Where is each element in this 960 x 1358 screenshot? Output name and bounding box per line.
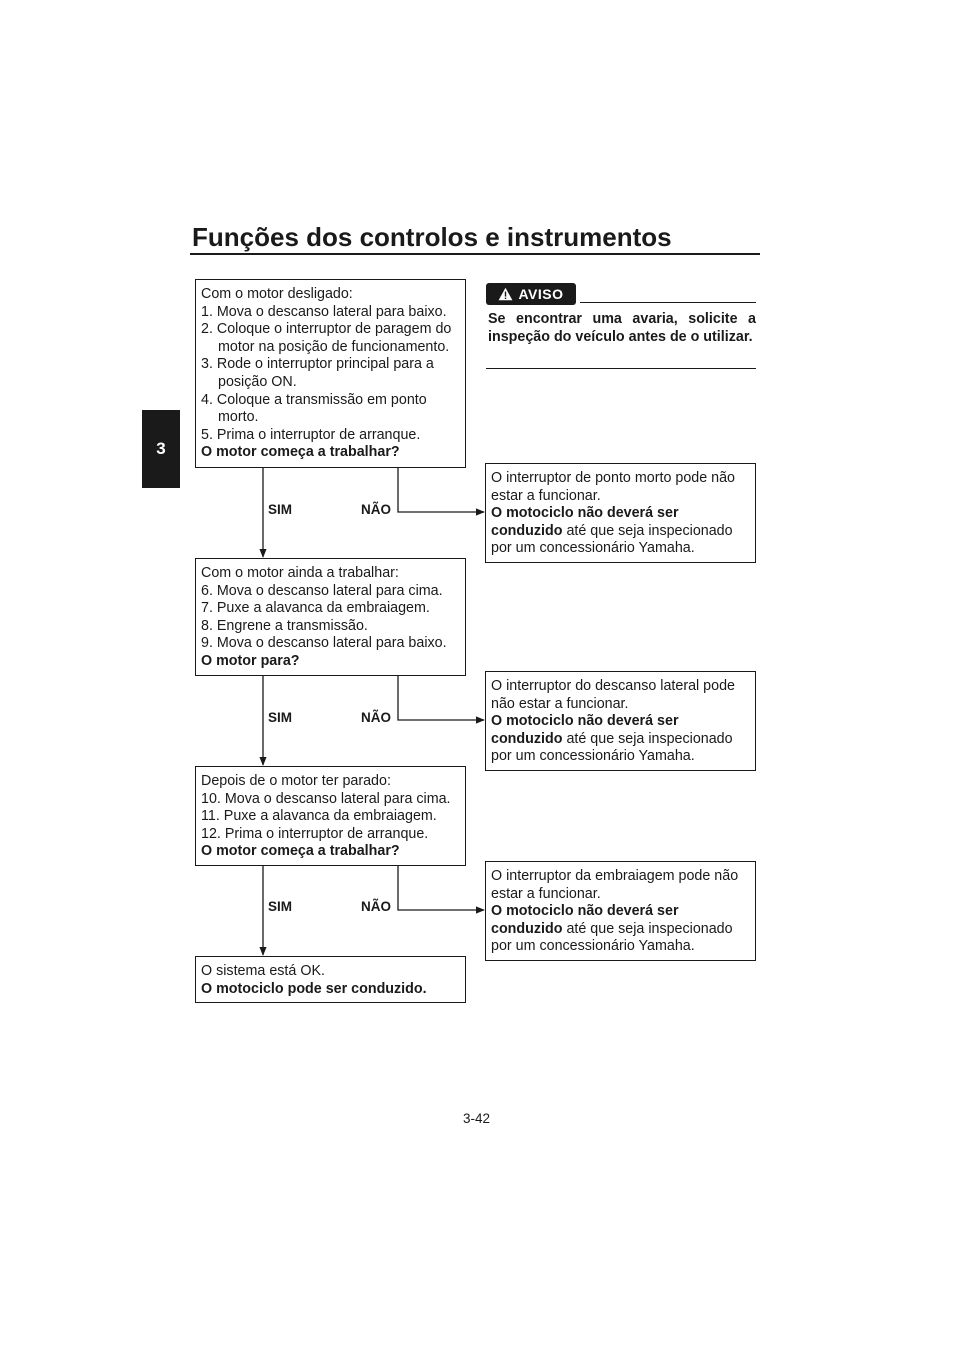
fault-warning: O motociclo não deverá ser conduzido <box>491 505 679 539</box>
fault-instruction: até que seja inspecionado por um concessionário Yamaha. <box>491 920 733 955</box>
step-1-item: 1. Mova o descanso lateral para baixo. <box>201 303 447 320</box>
step-2-item: 6. Mova o descanso lateral para cima. <box>201 582 443 599</box>
step-2-question: O motor para? <box>201 652 300 669</box>
warning-label: AVISO <box>518 286 564 302</box>
step-1-question: O motor começa a trabalhar? <box>201 444 400 461</box>
fault-warning: O motociclo não deverá ser conduzido <box>491 903 679 937</box>
no-connector-2 <box>398 675 484 720</box>
page-title: Funções dos controlos e instrumentos <box>192 222 672 252</box>
flow-final-box <box>195 956 466 1003</box>
fault-box-sidestand-switch <box>485 671 756 771</box>
flow-step-2-box <box>195 558 466 676</box>
fault-description: O interruptor do descanso lateral pode não estar a funcionar. <box>491 678 735 712</box>
final-status: O sistema está OK. <box>201 963 325 979</box>
no-label: NÃO <box>361 899 391 914</box>
step-1-item: 4. Coloque a transmissão em ponto morto. <box>201 391 427 426</box>
warning-text: Se encontrar uma avaria, solicite a inspeção do veículo antes de o utilizar. <box>488 311 756 345</box>
warning-badge <box>486 283 576 305</box>
step-3-intro: Depois de o motor ter parado: <box>201 773 391 789</box>
no-label: NÃO <box>361 502 391 517</box>
yes-label: SIM <box>268 899 293 914</box>
no-connector-1 <box>398 467 484 512</box>
step-2-intro: Com o motor ainda a trabalhar: <box>201 565 399 581</box>
step-3-item: 12. Prima o interruptor de arranque. <box>201 825 429 842</box>
step-1-intro: Com o motor desligado: <box>201 286 353 302</box>
step-3-item: 10. Mova o descanso lateral para cima. <box>201 790 451 807</box>
fault-box-clutch-switch <box>485 861 756 961</box>
step-2-item: 8. Engrene a transmissão. <box>201 617 368 634</box>
warning-rule-bottom <box>486 368 756 369</box>
fault-box-neutral-switch <box>485 463 756 563</box>
step-2-item: 7. Puxe a alavanca da embraiagem. <box>201 600 430 617</box>
fault-description: O interruptor da embraiagem pode não estar a funcionar. <box>491 868 739 902</box>
yes-label: SIM <box>268 710 293 725</box>
step-3-item: 11. Puxe a alavanca da embraiagem. <box>201 808 437 825</box>
step-1-item: 5. Prima o interruptor de arranque. <box>201 426 421 443</box>
step-1-item: 2. Coloque o interruptor de paragem do motor na posição de funcionamento. <box>201 321 452 355</box>
yes-label: SIM <box>268 502 293 517</box>
step-2-item: 9. Mova o descanso lateral para baixo. <box>201 635 447 652</box>
no-label: NÃO <box>361 710 391 725</box>
warning-triangle-icon <box>498 287 513 301</box>
fault-warning: O motociclo não deverá ser conduzido <box>491 713 679 747</box>
fault-description: O interruptor de ponto morto pode não estar a funcionar. <box>491 470 735 504</box>
step-3-question: O motor começa a trabalhar? <box>201 843 400 860</box>
warning-rule-top <box>580 302 756 303</box>
flow-step-1-box <box>195 279 466 468</box>
no-connector-3 <box>398 865 484 910</box>
chapter-tab: 3 <box>142 410 180 488</box>
fault-instruction: até que seja inspecionado por um concessionário Yamaha. <box>491 730 733 765</box>
final-conclusion: O motociclo pode ser conduzido. <box>201 980 427 997</box>
fault-instruction: até que seja inspecionado por um concessionário Yamaha. <box>491 522 733 557</box>
flow-step-3-box <box>195 766 466 866</box>
step-1-item: 3. Rode o interruptor principal para a posição ON. <box>201 356 434 390</box>
page-number-text: 3-42 <box>463 1111 491 1126</box>
